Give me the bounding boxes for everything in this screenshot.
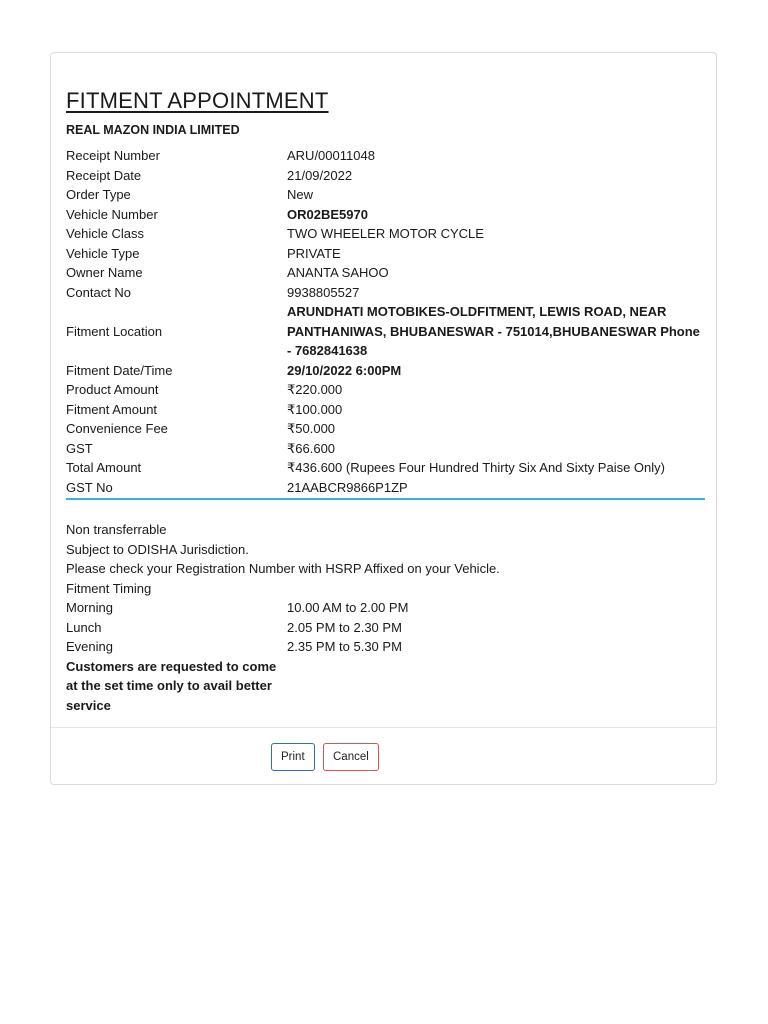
note-non-transferrable: Non transferrable <box>66 522 167 537</box>
detail-row-vehicle-number <box>66 205 705 225</box>
detail-row-receipt-number <box>66 146 705 166</box>
detail-label: Fitment Amount <box>66 401 158 417</box>
detail-value: PRIVATE <box>287 245 341 261</box>
detail-label: Total Amount <box>66 460 142 475</box>
detail-row-contact-no <box>66 283 705 303</box>
footer-divider <box>51 727 716 728</box>
detail-value: 21AABCR9866P1ZP <box>287 479 408 495</box>
detail-value: 29/10/2022 6:00PM <box>287 362 402 378</box>
fitment-timing-heading: Fitment Timing <box>66 580 152 596</box>
detail-value: ANANTA SAHOO <box>287 265 389 280</box>
timing-value: 10.00 AM to 2.00 PM <box>287 600 409 615</box>
detail-label: Vehicle Class <box>66 226 145 241</box>
detail-label: Fitment Location <box>66 323 163 339</box>
timing-value: 2.05 PM to 2.30 PM <box>287 619 402 635</box>
timing-label: Morning <box>66 600 113 615</box>
detail-value: ARUNDHATI MOTOBIKES-OLDFITMENT, LEWIS ROAD, NEAR PANTHANIWAS, BHUBANESWAR - 751014,BHUBANESWAR Phone - 7682841638 <box>287 304 700 358</box>
detail-label: Receipt Number <box>66 148 160 163</box>
cancel-button[interactable]: Cancel <box>323 743 379 771</box>
detail-value: 9938805527 <box>287 284 360 300</box>
detail-value: OR02BE5970 <box>287 206 368 222</box>
print-button[interactable]: Print <box>271 743 315 771</box>
detail-label: Order Type <box>66 187 131 202</box>
detail-row-gst <box>66 439 705 459</box>
detail-value: 21/09/2022 <box>287 167 353 183</box>
detail-value: ₹220.000 <box>287 382 343 397</box>
detail-label: Vehicle Number <box>66 206 158 222</box>
detail-row-vehicle-class <box>66 224 705 244</box>
detail-row-owner-name <box>66 263 705 283</box>
detail-value: TWO WHEELER MOTOR CYCLE <box>287 226 484 241</box>
appointment-card <box>50 52 717 785</box>
timing-row-morning <box>66 598 705 618</box>
detail-row-receipt-date <box>66 166 705 186</box>
detail-label: Receipt Date <box>66 167 142 183</box>
detail-label: Owner Name <box>66 265 143 280</box>
notes-section <box>66 520 705 715</box>
detail-label: GST No <box>66 479 113 495</box>
details-table <box>66 146 705 497</box>
timing-label: Evening <box>66 639 113 654</box>
detail-row-fitment-datetime <box>66 361 705 381</box>
detail-row-product-amount <box>66 380 705 400</box>
detail-label: Contact No <box>66 284 132 300</box>
detail-row-gst-no <box>66 478 705 498</box>
detail-value: ₹436.600 (Rupees Four Hundred Thirty Six And Sixty Paise Only) <box>287 460 665 475</box>
detail-row-vehicle-type <box>66 244 705 264</box>
timing-row-evening <box>66 637 705 657</box>
detail-value: ₹66.600 <box>287 440 336 456</box>
timing-row-lunch <box>66 618 705 638</box>
section-divider <box>66 498 705 500</box>
timing-value: 2.35 PM to 5.30 PM <box>287 639 402 654</box>
detail-label: Fitment Date/Time <box>66 362 173 378</box>
detail-label: Convenience Fee <box>66 421 168 436</box>
detail-label: GST <box>66 440 93 456</box>
detail-label: Product Amount <box>66 382 159 397</box>
detail-row-fitment-location <box>66 302 705 361</box>
timing-label: Lunch <box>66 619 102 635</box>
detail-row-fitment-amount <box>66 400 705 420</box>
detail-value: New <box>287 187 314 202</box>
note-jurisdiction: Subject to ODISHA Jurisdiction. <box>66 541 249 557</box>
page-title: FITMENT APPOINTMENT <box>66 88 329 113</box>
detail-row-order-type <box>66 185 705 205</box>
detail-label: Vehicle Type <box>66 245 140 261</box>
note-check-registration: Please check your Registration Number with HSRP Affixed on your Vehicle. <box>66 561 500 576</box>
appointment-content <box>66 86 705 715</box>
closing-note: Customers are requested to come at the set time only to avail better service <box>66 658 277 713</box>
detail-value: ₹50.000 <box>287 421 336 436</box>
detail-value: ₹100.000 <box>287 401 343 417</box>
detail-value: ARU/00011048 <box>287 148 375 163</box>
detail-row-total-amount <box>66 458 705 478</box>
detail-row-convenience-fee <box>66 419 705 439</box>
company-name: REAL MAZON INDIA LIMITED <box>66 123 240 137</box>
